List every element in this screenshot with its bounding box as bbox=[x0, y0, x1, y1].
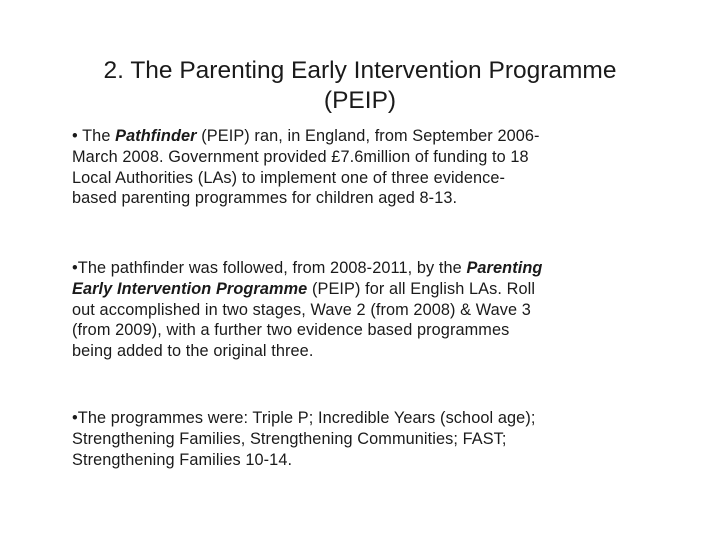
emphasis-programme-name: Early Intervention Programme bbox=[72, 279, 308, 298]
line: being added to the original three. bbox=[72, 342, 314, 361]
line: based parenting programmes for children aged 8-13. bbox=[72, 189, 458, 208]
line bbox=[72, 126, 540, 147]
bullet-programmes-list bbox=[72, 408, 535, 470]
line: Strengthening Families, Strengthening Communities; FAST; bbox=[72, 429, 507, 448]
title-line-2: (PEIP) bbox=[323, 87, 397, 114]
line bbox=[72, 258, 542, 279]
bullet-peip-rollout bbox=[72, 258, 542, 362]
text: (PEIP) ran, in England, from September 2006- bbox=[196, 127, 540, 145]
emphasis-parenting: Parenting bbox=[466, 259, 543, 277]
text: (PEIP) for all English LAs. Roll bbox=[307, 279, 536, 298]
slide-title bbox=[40, 56, 680, 116]
line bbox=[72, 279, 542, 300]
line: Local Authorities (LAs) to implement one of three evidence- bbox=[72, 168, 506, 187]
line: March 2008. Government provided £7.6million of funding to 18 bbox=[72, 147, 529, 166]
title-line-1: 2. The Parenting Early Intervention Programme bbox=[103, 57, 617, 84]
bullet-pathfinder bbox=[72, 126, 540, 209]
line: (from 2009), with a further two evidence based programmes bbox=[72, 321, 510, 340]
line: out accomplished in two stages, Wave 2 (from 2008) & Wave 3 bbox=[72, 300, 531, 319]
text: •The pathfinder was followed, from 2008-2011, by the bbox=[72, 259, 467, 277]
line: Strengthening Families 10-14. bbox=[72, 450, 293, 469]
text: • The bbox=[72, 127, 116, 145]
emphasis-pathfinder: Pathfinder bbox=[115, 127, 197, 145]
line: •The programmes were: Triple P; Incredible Years (school age); bbox=[72, 409, 536, 427]
